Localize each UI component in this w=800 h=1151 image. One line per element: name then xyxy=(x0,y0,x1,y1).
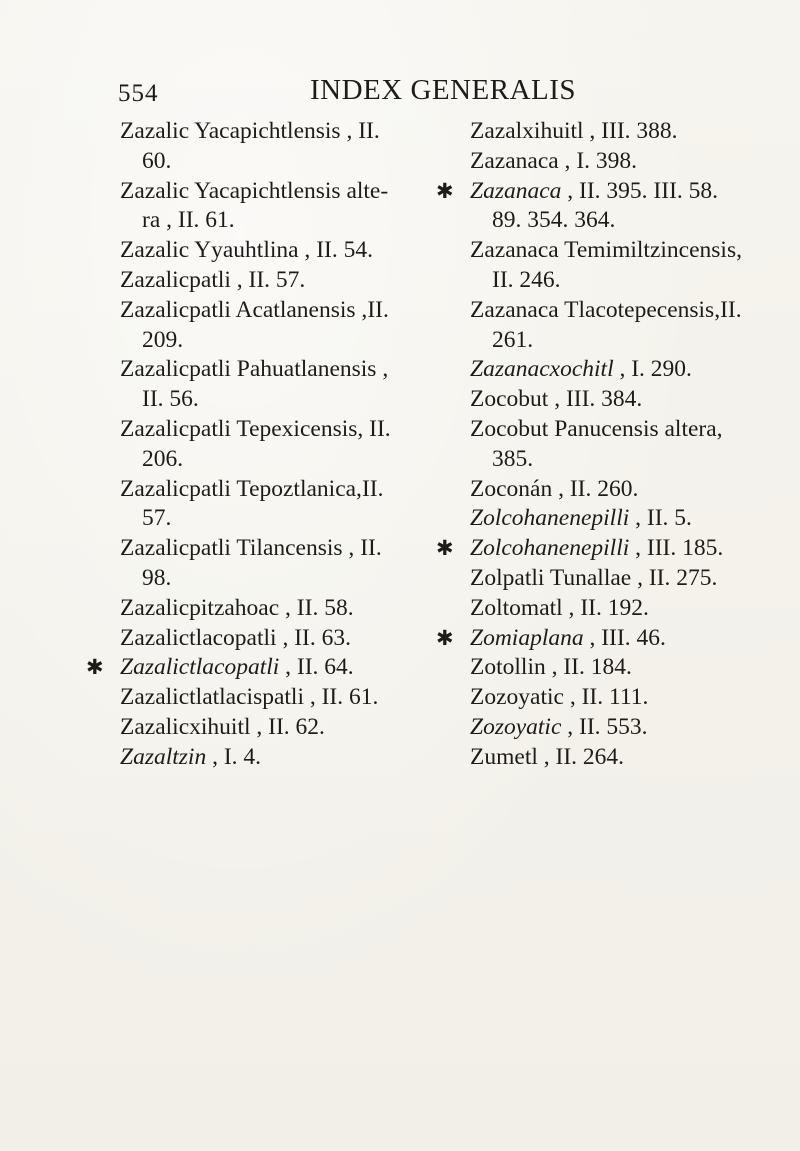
index-term: Zozoyatic , xyxy=(470,684,576,711)
index-entry xyxy=(470,594,790,624)
index-column-right xyxy=(436,117,790,773)
index-reference: II. 275. xyxy=(642,564,718,591)
index-term: Zazanaca , xyxy=(470,147,571,174)
index-entry xyxy=(470,355,790,385)
index-term: Zazalxihuitl , xyxy=(470,118,596,144)
index-reference: II. 111. xyxy=(575,684,649,711)
index-entry xyxy=(120,355,450,415)
index-entry xyxy=(86,653,450,683)
index-term: Zotollin , xyxy=(470,654,558,681)
index-entry xyxy=(120,177,450,237)
index-term: Zazanacxochitl xyxy=(470,356,614,383)
index-reference: II. 54. xyxy=(310,237,373,264)
index-reference: II. 62. xyxy=(262,713,325,740)
index-term: Zolcohanenepilli xyxy=(470,535,630,562)
index-entry xyxy=(470,475,790,505)
index-reference: II. 98. xyxy=(142,535,382,591)
index-entry xyxy=(436,624,790,654)
index-term: Zazalic Yyauhtlina , xyxy=(120,237,311,264)
index-entry xyxy=(120,624,450,654)
index-term: Zazalictlacopatli , xyxy=(120,624,289,651)
index-term: Zazalicxihuitl , xyxy=(120,713,263,740)
index-entry xyxy=(470,147,790,177)
index-term: Zoconán , xyxy=(470,475,564,502)
index-term: Zazanaca Temimiltzincensis, xyxy=(470,237,742,264)
index-entry xyxy=(120,475,450,535)
index-term: Zazalictlatlacispatli , xyxy=(120,684,316,711)
index-entry xyxy=(120,743,450,773)
asterisk-marker-icon: ✱ xyxy=(436,178,454,203)
index-entry xyxy=(470,504,790,534)
index-reference: , I. 290. xyxy=(613,356,692,383)
index-entry xyxy=(470,713,790,743)
index-entry xyxy=(120,683,450,713)
index-term: Zocobut , xyxy=(470,386,561,413)
index-term: Zazanaca xyxy=(470,177,562,204)
index-reference: , II. 553. xyxy=(561,713,648,740)
index-entry xyxy=(120,296,450,356)
index-reference: III. 384. xyxy=(560,386,643,413)
index-reference: , II. 64. xyxy=(279,654,354,681)
index-reference: II. 61. xyxy=(315,684,379,711)
index-reference: II. 57. xyxy=(142,475,384,532)
index-reference: , II. 395. III. 58. 89. 354. 364. xyxy=(492,177,719,234)
index-reference: II. 264. xyxy=(549,743,625,770)
asterisk-marker-icon: ✱ xyxy=(436,536,454,561)
index-reference: I. 398. xyxy=(570,147,638,174)
index-entry xyxy=(120,415,450,475)
index-term: Zoltomatl , xyxy=(470,594,575,621)
index-entry xyxy=(470,296,790,356)
index-entry xyxy=(120,266,450,296)
index-entry xyxy=(470,236,790,296)
index-reference: II. 261. xyxy=(492,296,742,353)
index-entry xyxy=(120,534,450,594)
index-term: Zazalicpatli Tilancensis , xyxy=(120,535,355,562)
index-reference: II. 260. xyxy=(563,475,639,502)
index-entry xyxy=(470,743,790,773)
index-term: Zazalicpatli Acatlanensis , xyxy=(120,296,368,323)
index-term: Zolcohanenepilli xyxy=(470,505,630,532)
index-term: Zazalicpatli , xyxy=(120,266,243,293)
index-reference: , III. 185. xyxy=(629,535,724,562)
index-reference: II. 61. xyxy=(172,207,235,234)
asterisk-marker-icon: ✱ xyxy=(86,655,104,680)
index-reference: II. 58. xyxy=(290,594,354,621)
index-reference: II. 184. xyxy=(557,654,632,681)
index-term: Zozoyatic xyxy=(470,713,562,740)
index-reference: II. 56. xyxy=(142,386,199,413)
index-reference: II. 60. xyxy=(142,118,380,174)
index-reference: II. 57. xyxy=(242,266,306,293)
index-entry xyxy=(470,683,790,713)
index-column-left xyxy=(86,117,450,773)
index-term: Zazalicpatli Tepexicensis, xyxy=(120,415,364,442)
index-entry xyxy=(470,117,790,147)
index-entry xyxy=(436,177,790,237)
index-term: Zolpatli Tunallae , xyxy=(470,564,643,591)
index-entry xyxy=(470,653,790,683)
index-term: Zomiaplana xyxy=(470,624,584,651)
index-term: Zazalicpatli Tepoztlanica, xyxy=(120,475,362,502)
index-reference: , I. 4. xyxy=(206,743,262,770)
index-reference: III. 388. xyxy=(595,118,678,144)
index-entry xyxy=(120,713,450,743)
index-entry xyxy=(470,385,790,415)
running-head-title: INDEX GENERALIS xyxy=(310,74,577,106)
index-reference: II. 246. xyxy=(492,266,561,293)
index-reference: , II. 5. xyxy=(629,505,692,532)
index-entry xyxy=(436,534,790,564)
index-entry xyxy=(120,117,450,177)
index-entry xyxy=(470,564,790,594)
index-term: Zazalictlacopatli xyxy=(120,654,280,681)
index-term: Zazalic Yacapichtlensis , xyxy=(120,118,353,144)
index-entry xyxy=(120,236,450,266)
index-reference: II. 206. xyxy=(142,415,391,472)
index-term: Zocobut Panucensis altera, xyxy=(470,415,723,442)
asterisk-marker-icon: ✱ xyxy=(436,625,454,650)
index-term: Zazanaca Tlacotepecensis, xyxy=(470,296,721,323)
index-reference: II. 192. xyxy=(574,594,649,621)
index-term: Zazalic Yacapichtlensis alte- ra , xyxy=(120,177,389,234)
index-term: Zazalicpitzahoac , xyxy=(120,594,291,621)
index-reference: II. 209. xyxy=(142,296,389,353)
index-entry xyxy=(470,415,790,475)
index-term: Zazaltzin xyxy=(120,743,207,770)
index-reference: II. 63. xyxy=(288,624,351,651)
page-number: 554 xyxy=(118,80,159,107)
index-term: Zazalicpatli Pahuatlanensis , xyxy=(120,356,389,383)
index-reference: 385. xyxy=(492,445,534,472)
index-reference: , III. 46. xyxy=(583,624,666,651)
index-term: Zumetl , xyxy=(470,743,550,770)
index-entry xyxy=(120,594,450,624)
